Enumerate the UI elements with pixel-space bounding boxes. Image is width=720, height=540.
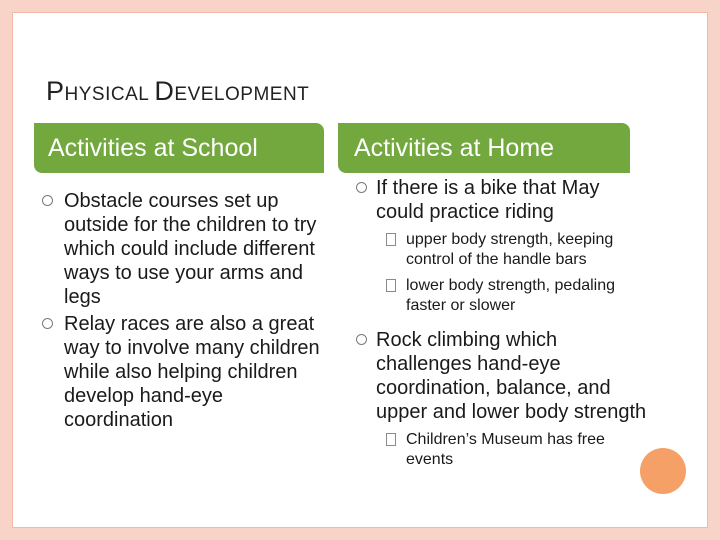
box-bullet-icon bbox=[386, 433, 396, 446]
bullet-icon bbox=[356, 182, 367, 193]
list-item: Obstacle courses set up outside for the children to try which could include different ways to use your arms and legs bbox=[34, 189, 330, 309]
bullet-icon bbox=[42, 195, 53, 206]
sub-list-item: lower body strength, pedaling faster or slower bbox=[348, 276, 648, 316]
bullet-icon bbox=[356, 334, 367, 345]
bullet-icon bbox=[42, 318, 53, 329]
list-item: Rock climbing which challenges hand-eye coordination, balance, and upper and lower body strength bbox=[348, 328, 648, 424]
decorative-circle bbox=[640, 448, 686, 494]
home-header: Activities at Home bbox=[338, 123, 630, 173]
list-item: Relay races are also a great way to involve many children while also helping children develop hand-eye coordination bbox=[34, 312, 330, 432]
list-item: If there is a bike that May could practice riding bbox=[348, 176, 648, 224]
home-column bbox=[348, 176, 648, 470]
sub-list-item: Children’s Museum has free events bbox=[348, 430, 648, 470]
school-column bbox=[34, 189, 330, 435]
school-header: Activities at School bbox=[34, 123, 324, 173]
box-bullet-icon bbox=[386, 279, 396, 292]
box-bullet-icon bbox=[386, 233, 396, 246]
slide-title: PHYSICAL DEVELOPMENT bbox=[46, 76, 310, 106]
sub-list-item: upper body strength, keeping control of the handle bars bbox=[348, 230, 648, 270]
